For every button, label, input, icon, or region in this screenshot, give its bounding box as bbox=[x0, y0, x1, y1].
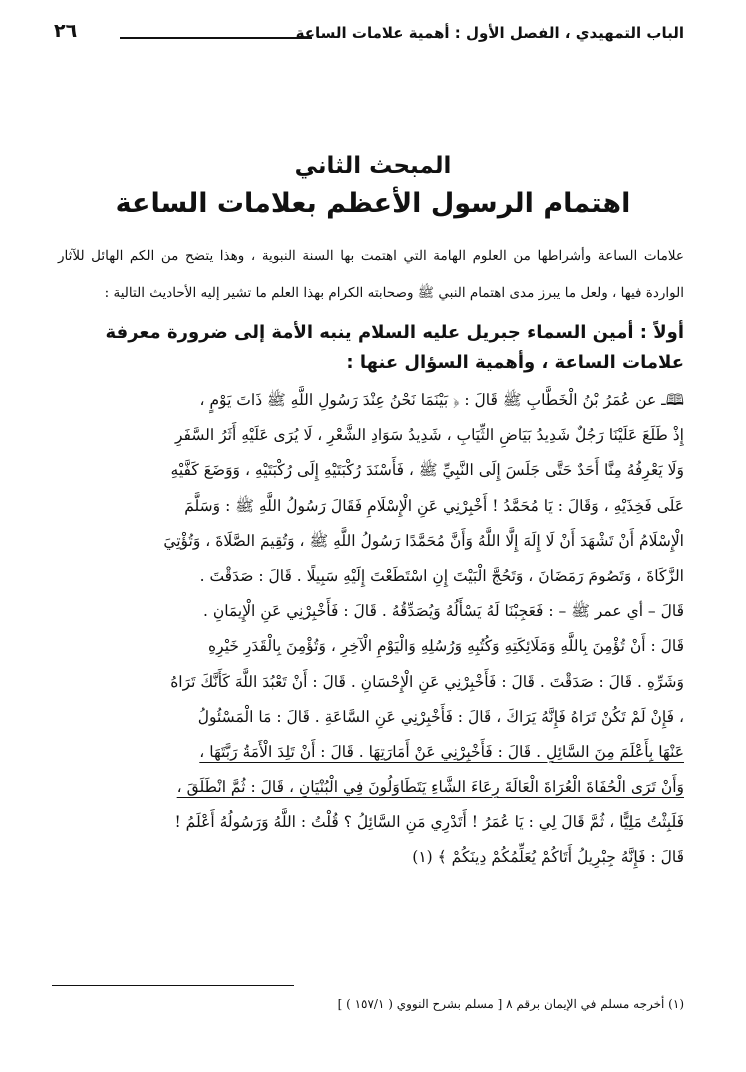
hadith-line: قَالَ : فَإِنَّهُ جِبْرِيلُ أَتَاكُمْ يُعَلِّمُكُمْ دِينَكُمْ ﴾ (١) bbox=[412, 848, 684, 867]
hadith-line: ، فَإِنْ لَمْ تَكُنْ تَرَاهُ فَإِنَّهُ يَرَاكَ ، قَالَ : فَأَخْبِرْنِي عَنِ السَّاعَةِ . قَالَ : مَا الْمَسْئُولُ bbox=[197, 707, 684, 726]
page-number: ٢٦ bbox=[54, 20, 78, 42]
hadith-text bbox=[54, 383, 684, 876]
hadith-line: فَلَبِثْتُ مَلِيًّا ، ثُمَّ قَالَ لِي : يَا عُمَرُ ! أَتَدْرِي مَنِ السَّائِلُ ؟ قُلْتُ : اللَّهُ وَرَسُولُهُ أَعْلَمُ ! bbox=[174, 813, 684, 832]
section-subtitle: اهتمام الرسول الأعظم بعلامات الساعة bbox=[115, 188, 631, 219]
subheading: أولاً : أمين السماء جبريل عليه السلام ينبه الأمة إلى ضرورة معرفة علامات الساعة ، وأهمية السؤال عنها : bbox=[105, 322, 684, 373]
hadith-line: الزَّكَاةَ ، وَتَصُومَ رَمَضَانَ ، وَتَحُجَّ الْبَيْتَ إِنِ اسْتَطَعْتَ إِلَيْهِ سَبِيلًا . قَالَ : صَدَقْتَ . bbox=[199, 566, 684, 585]
hadith-line: وَلَا يَعْرِفُهُ مِنَّا أَحَدٌ حَتَّى جَلَسَ إِلَى النَّبِيِّ ﷺ ، فَأَسْنَدَ رُكْبَتَيْهِ إِلَى رُكْبَتَيْهِ ، وَوَضَعَ كَفَّيْهِ bbox=[170, 461, 684, 480]
hadith-line: وَشَرِّهِ . قَالَ : صَدَقْتَ . قَالَ : فَأَخْبِرْنِي عَنِ الْإِحْسَانِ . قَالَ : أَنْ تَعْبُدَ اللَّهَ كَأَنَّكَ تَرَاهُ bbox=[170, 672, 684, 691]
hadith-line: الْإِسْلَامُ أَنْ تَشْهَدَ أَنْ لَا إِلَهَ إِلَّا اللَّهُ وَأَنَّ مُحَمَّدًا رَسُولُ اللَّهِ ﷺ ، وَتُقِيمَ الصَّلَاةَ ، وَتُؤْتِيَ bbox=[163, 531, 684, 550]
footnote: (١) أخرجه مسلم في الإيمان برقم ٨ [ مسلم بشرح النووي ( ١٥٧/١ ) ] bbox=[337, 997, 684, 1011]
hadith-line: إِذْ طَلَعَ عَلَيْنَا رَجُلٌ شَدِيدُ بَيَاضِ الثِّيَابِ ، شَدِيدُ سَوَادِ الشَّعْرِ ، لَا يُرَى عَلَيْهِ أَثَرُ السَّفَرِ bbox=[174, 426, 684, 445]
hadith-line: عَلَى فَخِذَيْهِ ، وَقَالَ : يَا مُحَمَّدُ ! أَخْبِرْنِي عَنِ الْإِسْلَامِ فَقَالَ رَسُولُ اللَّهِ ﷺ : وَسَلَّمَ bbox=[184, 496, 684, 515]
intro-paragraph: علامات الساعة وأشراطها من العلوم الهامة التي اهتمت بها السنة النبوية ، وهذا يتضح من الكم الهائل للآثار الواردة فيها ، ولعل ما يبرز مدى اهتمام النبي ﷺ وصحابته الكرام بهذا العلم ما تشير إليه الأحاديث التالية : bbox=[58, 248, 684, 301]
footnote-separator bbox=[52, 985, 294, 986]
hadith-line-underlined: وَأَنْ تَرَى الْحُفَاةَ الْعُرَاةَ الْعَالَةَ رِعَاءَ الشَّاءِ يَتَطَاوَلُونَ فِي الْبُنْيَانِ ، قَالَ : ثُمَّ انْطَلَقَ ، bbox=[176, 778, 684, 797]
section-title: المبحث الثاني bbox=[294, 153, 452, 179]
header-rule bbox=[120, 37, 312, 39]
running-header bbox=[54, 20, 684, 52]
hadith-line: قَالَ – أي عمر ﷺ – : فَعَجِبْنَا لَهُ يَسْأَلُهُ وَيُصَدِّقُهُ . قَالَ : فَأَخْبِرْنِي عَنِ الْإِيمَانِ . bbox=[202, 602, 684, 621]
hadith-line-underlined: عَنْهَا بِأَعْلَمَ مِنَ السَّائِلِ . قَالَ : فَأَخْبِرْنِي عَنْ أَمَارَتِهَا . قَالَ : أَنْ تَلِدَ الْأَمَةُ رَبَّتَهَا ، bbox=[199, 742, 684, 761]
running-header-title: الباب التمهيدي ، الفصل الأول : أهمية علامات الساعة bbox=[295, 24, 684, 42]
hadith-line: 🕮ـ عن عُمَرُ بْنُ الْخَطَّابِ ﷺ قَالَ : ﴿ بَيْنَمَا نَحْنُ عِنْدَ رَسُولِ اللَّهِ ﷺ ذَاتَ يَوْمٍ ، bbox=[199, 391, 684, 409]
hadith-line: قَالَ : أَنْ تُؤْمِنَ بِاللَّهِ وَمَلَائِكَتِهِ وَكُتُبِهِ وَرُسُلِهِ وَالْيَوْمِ الْآخِرِ ، وَتُؤْمِنَ بِالْقَدَرِ خَيْرِهِ bbox=[208, 637, 684, 656]
